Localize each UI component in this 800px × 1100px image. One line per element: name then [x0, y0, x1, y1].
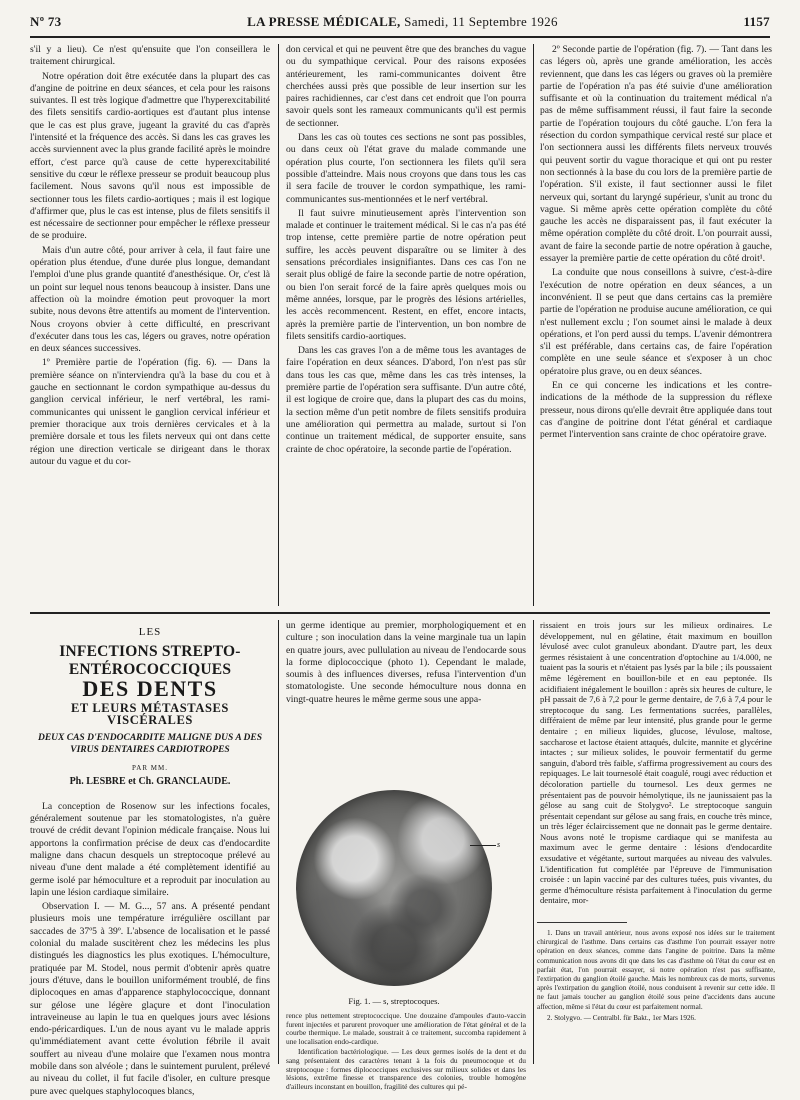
article-subtitle: DEUX CAS D'ENDOCARDITE MALIGNE DUS A DES VIRUS DENTAIRES CARDIOTROPES — [37, 733, 262, 756]
paragraph: Dans les cas où toutes ces sections ne sont pas possibles, ou dans ceux où l'état grave du malade commande une opération plus courte, l'on sectionnera les filets qu'il sera possible d'atteindre. Mais nous croyons que dans tous les cas il sera facile de trouver le cordon sympathique, les rami-communicantes sus-mentionnées et le nerf vertébral. — [286, 132, 526, 205]
article-title-prefix: LES — [138, 626, 162, 638]
column-divider — [533, 620, 534, 1064]
article-heading — [30, 626, 270, 789]
column-divider — [533, 44, 534, 606]
paragraph: En ce qui concerne les indications et les contre-indications de la méthode de la suppression du réflexe presseur, nous dirons qu'elle devrait être appliquée dans tout cas d'angine de poitrine dont l'état général et cardiaque permet l'intervention sans crainte de choc opératoire grave. — [540, 380, 772, 441]
paragraph: Mais d'un autre côté, pour arriver à cela, il faut faire une opération plus étendue, d'une durée plus longue, demandant l'emploi d'une plus grande quantité d'anesthésique. Or, c'est là un point sur lequel nous tenons beaucoup à insister. Dans une affection où la moindre émotion peut provoquer la mort subite, nous devons être attentifs au moment de l'intervention. Nous croyons obvier à cette difficulté, en prescrivant d'exécuter dans tous les cas, légers ou graves, notre opération en deux séances successives. — [30, 244, 270, 355]
page-header — [30, 14, 770, 36]
paragraph: Il faut suivre minutieusement après l'intervention son malade et continuer le traitement médical. Si le cas n'a pas été trop intense, cette première partie de notre opération peut suffire, les accès peuvent disparaître ou se limiter à des sensations précordiales insignifiantes. Dans ces cas l'on ne serait plus obligé de faire la seconde partie de notre opération, ou bien l'on serait forcé de la faire après quelques mois ou même années, lorsque, par le progrès des lésions artérielles, les accès recommencent. Restent, en effet, encore intacts, après la première partie de l'intervention, un bon nombre de filets sensitifs cardio-aortiques. — [286, 207, 526, 342]
paragraph: 2º Seconde partie de l'opération (fig. 7). — Tant dans les cas légers où, après une grande amélioration, les accès reviennent, que dans les cas légers ou graves où la première partie de l'opération n'a pas été suivie d'une amélioration suffisante et où la continuation du traitement médical n'a pas de même suffisamment réussi, il faut faire la seconde partie de l'opération toujours du côté gauche. L'on fera la résection du cordon sympathique cervical resté sur place et l'on sectionnera aussi les différents filets nerveux trouvés qui peuvent sortir du vague thoracique et qui ont pu rester non sectionnés à la base du cou lors de la première partie de l'opération. S'il existe, il faut sectionner aussi le filet nerveux qui, sortant du laryngé supérieur, s'unit au tronc du vague. Si même après cette opération complète du côté gauche les accès ne disparaissent pas, il faut exécuter la même opération complète du côté droit. L'on pourrait aussi, avant de faire la seconde partie de notre opération à gauche, essayer la première partie de cette opération du côté droit¹. — [540, 44, 772, 265]
top-column-3 — [540, 44, 772, 444]
section-rule — [30, 612, 770, 614]
top-column-1 — [30, 44, 270, 470]
article-title-line-2: DES DENTS — [82, 676, 218, 702]
micrograph-figure — [296, 790, 492, 986]
paragraph: La conception de Rosenow sur les infections focales, généralement soutenue par les stomatologistes, n'a guère trouvé de crédit devant l'opinion médicale française. Nous lui apportons la confirmation précise de deux cas d'endocardite maligne dans chacun desquels un streptocoque prélevé au niveau d'une dent malade a été complètement identifié au germe isolé par hémoculture et a reproduit par inoculation au lapin une lésion cardiaque similaire. — [30, 800, 270, 898]
footnote: 1. Dans un travail antérieur, nous avons exposé nos idées sur le traitement chirurgical de l'asthme. Dans certains cas d'asthme l'on pourrait essayer notre opération en deux séances, comme dans l'angine de poitrine. Dans la même communication nous avons dit que dans les cas d'asthme où l'état du cœur est en parfait état, l'on pourrait essayer, si notre opération n'est pas suffisante, l'extirpation du ganglion étoilé gauche. Mais les nombreux cas de morts, survenus après l'extirpation du ganglion étoilé, nous conduisent à revenir sur cette idée. Il ne faut jamais toucher au ganglion étoilé sous peine d'accidents dans aucune affection, même si l'état du cœur est parfaitement normal. — [537, 929, 775, 1011]
authors-prefix: PAR MM. — [132, 764, 168, 773]
figure-label: s — [497, 840, 501, 849]
footnotes — [537, 929, 775, 1025]
page-number: 1157 — [743, 14, 770, 29]
paragraph: s'il y a lieu). Ce n'est qu'ensuite que l'on conseillera le traitement chirurgical. — [30, 44, 270, 68]
footnote-rule — [537, 922, 627, 923]
bottom-column-2-bottom — [286, 1012, 526, 1093]
bottom-column-3 — [540, 620, 772, 908]
issue-number: Nº 73 — [30, 14, 62, 29]
bottom-column-1 — [30, 620, 270, 1100]
paragraph: Identification bactériologique. — Les deux germes isolés de la dent et du sang présentaient des caractères tenant à la fois du pneumocoque et du streptocoque : formes diplococciques exclusives sur milieux solides et dans les lésions, extrême finesse et transparence des colonies, trouble homogène d'ailleurs inconstant en bouillon, fragilité des cultures qui pé- — [286, 1047, 526, 1091]
paragraph: rissaient en trois jours sur les milieux ordinaires. Le développement, nul en gélatine, était maximum en bouillon lévulosé avec culot granuleux abondant. D'autre part, les deux germes résistaient à une concentration d'optochine au 1/4.000, ne tuaient pas la souris et n'étaient pas lysés par la bile ; ils poussaient même légèrement en bouillon-bile et en eau peptonée. Ils acidifiaient inégalement le bouillon : après six heures de culture, le pH passait de 7,6 à 7,2 pour le germe dentaire, de 7,6 à 7,4 pour le streptocoque du sang. Les fermentations sucrées, parallèles, différaient de même par leur intensité, plus grande pour le germe dentaire ; en milieux liquides, glucose, lévulose, maltose, saccharose et lactose étaient attaqués, dulcite, mannite et glycérine intactes ; sur milieux solides, le pouvoir fermentatif du germe sanguin, d'abord très faible, s'affirma progressivement au cours des repiquages. Le lait tournesolé était coagulé, rougi avec réduction et décoloration partielle du tournesol. Les deux germes ne présentaient pas de pouvoir hémolytique, ils ne jaunissaient pas la gélose au sang cuit de Stolygvo². Le streptocoque sanguin présentait cependant sur gélose au sang frais, en couche très mince, un très léger éclaircissement que ne donnait pas le germe dentaire. Nous avons noté le tropisme cardiaque qui se manifesta au maximum avec le germe dentaire : lésions d'endocardite exsudative et végétante, surtout marquées au niveau des valvules. L'identification fut complétée par l'épreuve de l'immunisation croisée : un lapin vacciné par des cultures tuées, puis vivantes, du germe d'hémoculture résista parfaitement à l'inoculation du germe dentaire, mor- — [540, 620, 772, 906]
column-divider — [278, 620, 279, 1064]
paragraph: Dans les cas graves l'on a de même tous les avantages de faire l'opération en deux séances. D'abord, l'on n'est pas sûr dans tous les cas que, même dans les cas très intenses, la première partie de l'opération sera suffisante. D'un autre côté, il est logique de croire que, dans la plupart des cas du moins, la section même d'un petit nombre de filets sensitifs produira une amélioration qui permettra au malade, surtout si l'on continue un traitement médical, de supporter ensuite, sans crainte de choc opératoire, la seconde partie de l'opération. — [286, 345, 526, 455]
bottom-column-2-top — [286, 620, 526, 708]
paragraph: Notre opération doit être exécutée dans la plupart des cas d'angine de poitrine en deux séances, et cela pour les raisons suivantes. Il est très logique d'admettre que l'hyperexcitabilité des filets sensitifs cardio-aortiques est d'autant plus intense que le cas est plus grave, jugeant la gravité du cas d'après l'intensité et la fréquence des accès. Si dans les cas graves les accès surviennent avec la plus grande facilité après le moindre effort, c'est parce qu'à cause de cette hyperexcitabilité sensitive du cœur le réflexe presseur se produit beaucoup plus facilement. Nous savons qu'il nous est impossible de sectionner tous les filets cardio-aortiques ; mais il est logique d'affirmer que, plus le cas est intense, plus de filets sensitifs il est nécessaire de sectionner pour empêcher le réflexe presseur de se produire. — [30, 70, 270, 242]
journal-name: LA PRESSE MÉDICALE, — [247, 14, 401, 29]
figure-pointer-line — [470, 845, 496, 846]
paragraph: 1º Première partie de l'opération (fig. 6). — Dans la première séance on n'interviendra qu'à la base du cou et à gauche en sectionnant le cordon sympathique au-dessus du ganglion cervical inférieur, le nerf vertébral, les rami-communicantes qui unissent le ganglion cervical inférieur et premier thoracique aux trois dernières cervicales et à la première dorsale et tous les filets nerveux qui ont dans cette région une direction verticale se dirigeant dans le thorax autour du vague et du cor- — [30, 357, 270, 467]
paragraph: Observation I. — M. G..., 57 ans. A présenté pendant plusieurs mois une température irrégulière oscillant par saccades de 37º5 à 39º. L'absence de localisation et le passé colonial du malade suscitèrent chez les médecins les plus distingués les diagnostics les plus exotiques. L'hémoculture, pratiquée par M. Stodel, nous permit d'obtenir après quatre jours d'étuve, dans le bouillon uniformément troublé, de fins diplocoques en amas d'apparence staphylococcique, donnant sur gélose une légère glaçure et dont l'inoculation intraveineuse au lapin le tua en quelques jours avec lésions endo-péricardiques. L'un de nous ayant vu le malade appris qu'immédiatement avant cette évolution fébrile il avait souffert au niveau d'une molaire que l'examen nous montra mobile dans son alvéole ; dans le suintement purulent, prélevé au niveau du collet, il fut facile d'isoler, en culture presque pure avec quelques staphylocoques blancs, — [30, 901, 270, 1097]
article-title-line-3: ET LEURS MÉTASTASES VISCÉRALES — [71, 700, 229, 727]
footnote: 2. Stolygvo. — Centralbl. für Bakt., 1er Mars 1926. — [547, 1013, 696, 1022]
paragraph: La conduite que nous conseillons à suivre, c'est-à-dire l'exécution de notre opération en deux séances, a un inconvénient. Il se peut que dans certains cas la première partie de l'opération ne produise aucune amélioration, ce qui n'est nullement exclu ; l'on soumet ainsi le malade à deux opérations, et l'on perd aussi du temps. L'avenir démontrera s'il est préférable, dans certains cas, de faire l'opération complète en une seule séance et s'exposer à un choc opératoire plus grave, ou en deux séances. — [540, 267, 772, 377]
article-title-line-1: INFECTIONS STREPTO-ENTÉROCOCCIQUES — [59, 643, 241, 679]
column-divider — [278, 44, 279, 606]
figure-caption: Fig. 1. — s, streptocoques. — [348, 996, 440, 1006]
issue-date: Samedi, 11 Septembre 1926 — [400, 14, 558, 29]
paragraph: un germe identique au premier, morphologiquement et en culture ; son inoculation dans la veine marginale tua un lapin en quatre jours, avec pullulation au niveau de l'endocarde sous la forme diplococcique (photo 1). Cependant le malade, soumis à des influences diverses, refusa l'intervention d'un stomatologiste. Une seconde hémoculture nous donna en vingt-quatre heures le même germe sous une appa- — [286, 620, 526, 705]
journal-masthead — [247, 14, 558, 30]
paragraph: rence plus nettement streptococcique. Une douzaine d'ampoules d'auto-vaccin furent injectées et parurent provoquer une amélioration de l'état général et de la courbe thermique. Le malade, soustrait à ce traitement, succomba rapidement à une localisation endo-cardique. — [286, 1011, 526, 1046]
paragraph: don cervical et qui ne peuvent être que des branches du vague ou du sympathique cervical. Pour des raisons exposées antérieurement, les rami-communicantes doivent être cherchées aussi près que possible de leur insertion sur les paires rachidiennes, car c'est dans cet endroit que l'on pourra savoir quels sont les rameaux communicants qu'il est permis de sectionner. — [286, 44, 526, 129]
header-rule — [30, 36, 770, 38]
article-authors: Ph. LESBRE et Ch. GRANCLAUDE. — [69, 776, 231, 788]
top-column-2 — [286, 44, 526, 458]
